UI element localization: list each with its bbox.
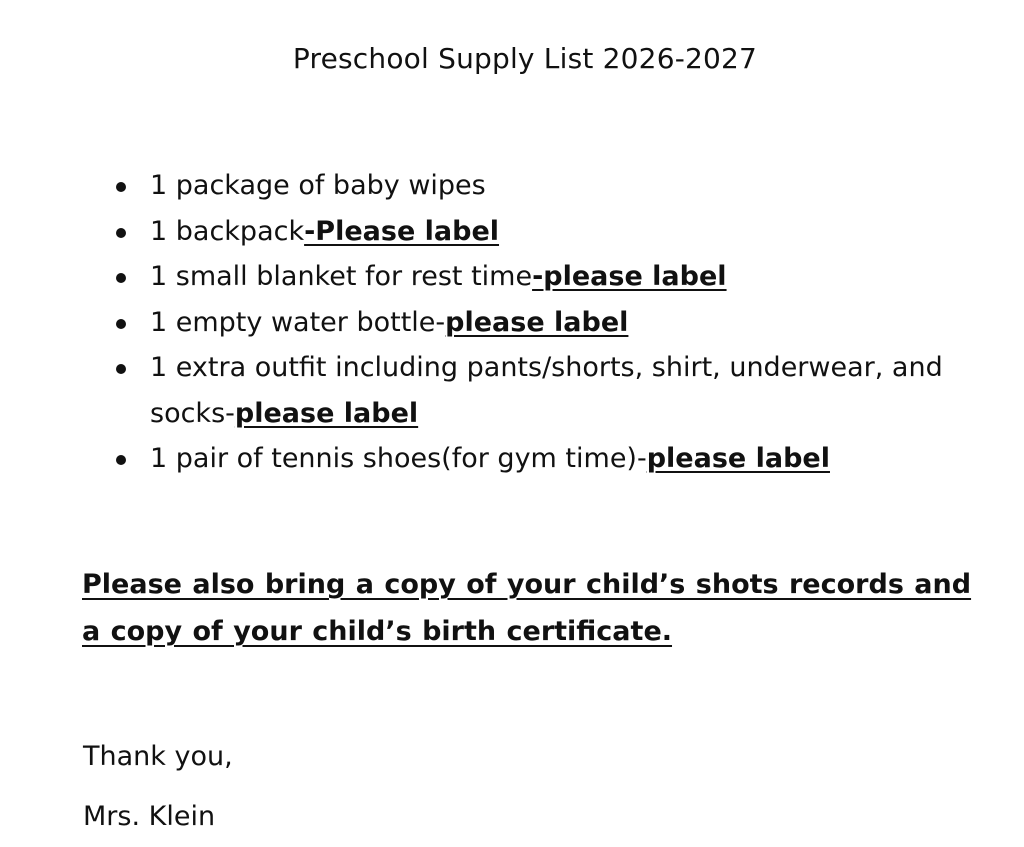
item-text: 1 package of baby wipes — [150, 170, 486, 201]
bullet-icon — [116, 319, 126, 329]
supply-list — [116, 163, 976, 482]
item-text: 1 pair of tennis shoes(for gym time)- — [150, 443, 647, 474]
item-label-note: please label — [445, 306, 629, 338]
closing-block — [83, 727, 233, 847]
item-label-note: -Please label — [304, 215, 500, 247]
page-title: Preschool Supply List 2026-2027 — [292, 42, 758, 75]
bullet-icon — [116, 273, 126, 283]
item-label-note: please label — [646, 443, 830, 474]
list-item — [116, 436, 976, 482]
bullet-icon — [116, 182, 126, 192]
bullet-icon — [116, 228, 126, 238]
list-item — [116, 209, 976, 255]
item-text: 1 backpack — [150, 215, 305, 247]
bullet-icon — [116, 455, 126, 465]
item-text: 1 empty water bottle- — [150, 306, 446, 338]
item-text: 1 extra outfit including pants/shorts, shirt, underwear, and socks- — [150, 352, 943, 429]
list-item — [116, 300, 976, 346]
closing-thanks: Thank you, — [83, 741, 233, 772]
list-item — [116, 163, 976, 209]
item-label-note: please label — [234, 397, 419, 429]
item-label-note: -please label — [532, 261, 727, 292]
bullet-icon — [116, 364, 126, 374]
records-notice: Please also bring a copy of your child’s shots records and a copy of your child’s birth certificate. — [82, 569, 972, 647]
signature: Mrs. Klein — [83, 801, 216, 832]
list-item — [116, 254, 976, 300]
list-item — [116, 345, 976, 436]
item-text: 1 small blanket for rest time — [150, 261, 533, 292]
